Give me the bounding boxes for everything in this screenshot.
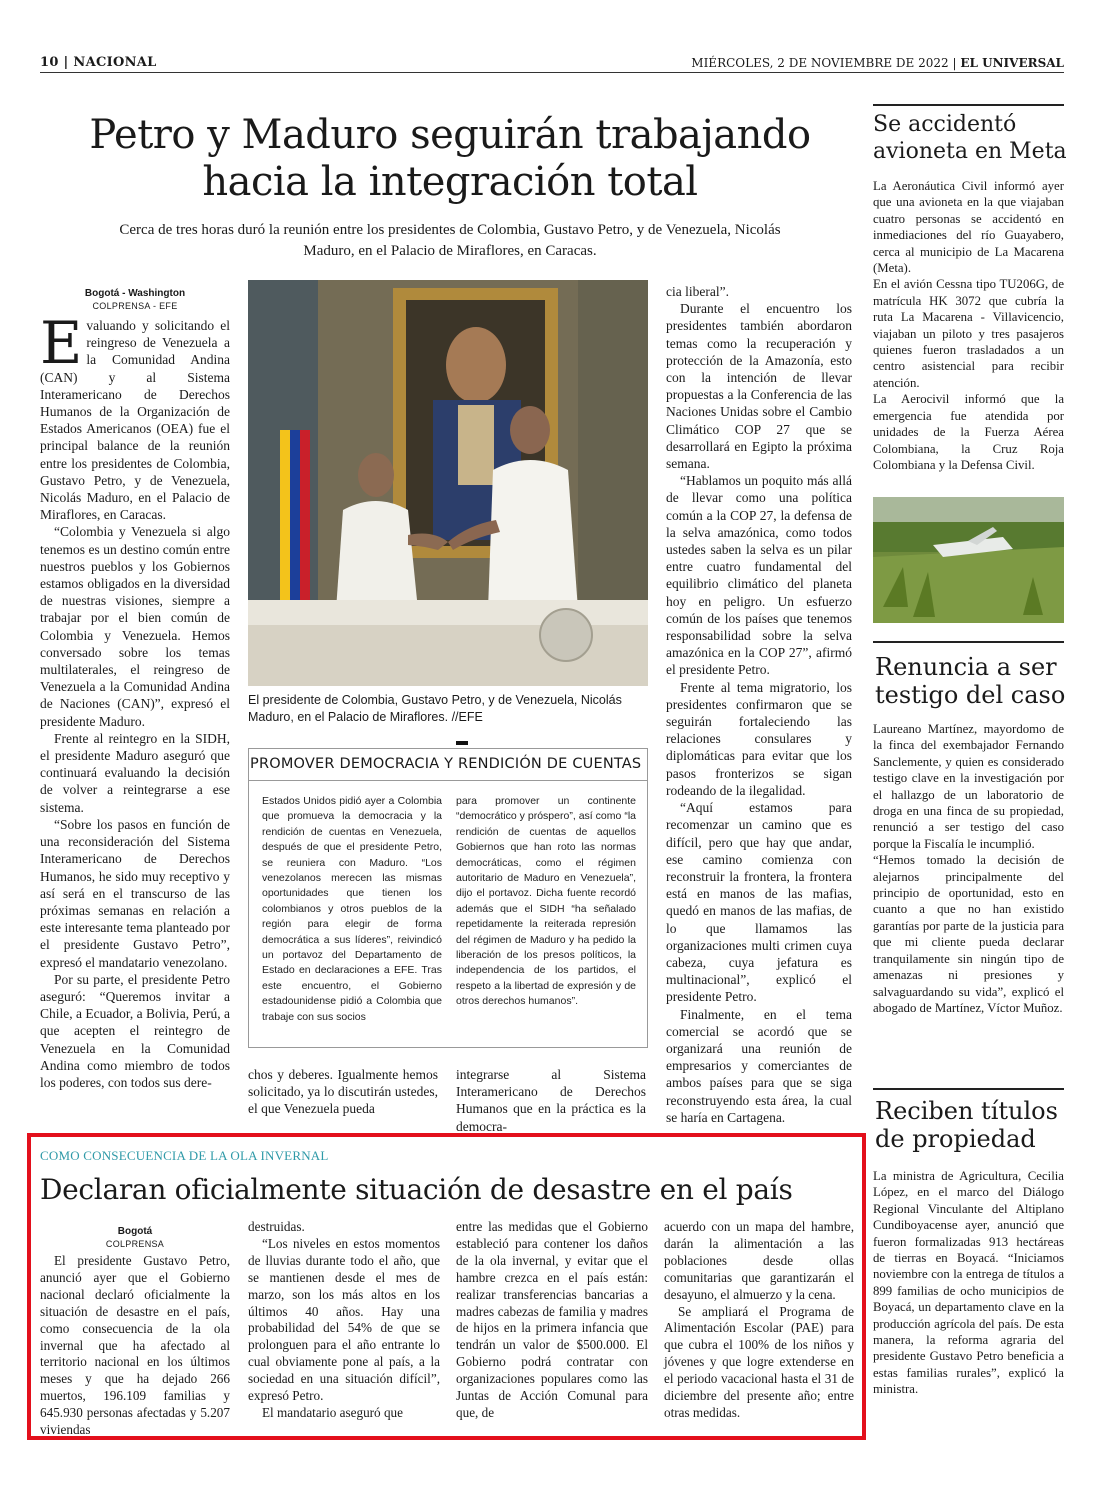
- sidebar-headline-1: Se accidentó avioneta en Meta: [873, 112, 1067, 164]
- body-paragraph: acuerdo con un mapa del hambre, darán la alimentación a las poblaciones desde ollas comunitarias que garantizarán el desayuno, el almuerzo y la cena.: [664, 1219, 854, 1302]
- body-paragraph: cia liberal”.: [666, 284, 729, 299]
- sidebar-paragraph: La Aerocivil informó que la emergencia fue atendida por unidades de la Fuerza Aérea Colombiana, la Cruz Roja Colombiana y la Defensa Civil.: [873, 392, 1064, 472]
- disaster-column-3: [456, 1219, 648, 1422]
- sidebar-paragraph: Laureano Martínez, mayordomo de la finca del exembajador Fernando Sanclemente, y quien es considerado testigo clave en la investigación por el hallazgo de un laboratorio de droga en una finca de su propiedad, renunció a ser testigo del caso porque la Fiscalía le incumplió.: [873, 722, 1064, 851]
- disaster-column-4: [664, 1219, 854, 1422]
- body-paragraph: Se ampliará el Programa de Alimentación Escolar (PAE) para que cubra el 100% de los niños y jóvenes y que logre extenderse en el periodo vacacional hasta el 31 de diciembre del presente año; entre otras medidas.: [664, 1303, 854, 1420]
- disaster-headline: Declaran oficialmente situación de desastre en el país: [40, 1173, 793, 1206]
- page-number: 10: [40, 55, 59, 70]
- header-divider: [40, 72, 1064, 73]
- main-column-1: [40, 309, 230, 1091]
- byline-agency: COLPRENSA: [105, 1239, 165, 1249]
- sidebar-divider: [873, 104, 1064, 106]
- sidebar-headline-3: Reciben títulos de propiedad: [875, 1097, 1058, 1153]
- byline-place: Bogotá: [117, 1226, 153, 1237]
- page-dateline: MIÉRCOLES, 2 DE NOVIEMBRE DE 2022 | EL UNIVERSAL: [691, 56, 1064, 70]
- body-paragraph: El presidente Gustavo Petro, anunció ayer que el Gobierno nacional declaró oficialmente la situación de desastre en el país, como consecuencia de la ola invernal que ha afectado al territorio nacional en los últimos meses y que ha dejado 266 muertos, 196.109 familias y 645.930 personas afectadas y 5.207 viviendas: [40, 1253, 230, 1438]
- photo-caption: El presidente de Colombia, Gustavo Petro, y de Venezuela, Nicolás Maduro, en el Palacio de Miraflores. //EFE: [248, 693, 622, 724]
- box-divider: [248, 780, 648, 781]
- byline-agency: COLPRENSA - EFE: [92, 301, 178, 311]
- sidebar-divider: [873, 1088, 1064, 1090]
- sidebar-paragraph: En el avión Cessna tipo TU206G, de matrícula HK 3072 que cubría la ruta La Macarena - Villavicencio, viajaban un piloto y tres pasajeros quienes fueron trasladados a un centro asistencial para recibir atención.: [873, 277, 1064, 390]
- main-deck: Cerca de tres horas duró la reunión entre los presidentes de Colombia, Gustavo Petro, y de Venezuela, Nicolás Maduro, en el Palacio de Miraflores, en Caracas.: [119, 222, 781, 259]
- plane-crash-photo: [873, 497, 1064, 623]
- body-paragraph: Por su parte, el presidente Petro aseguró: “Queremos invitar a Chile, a Ecuador, a Bolivia, Perú, a que acepten el reintegro de Venezuela en la Comunidad Andina como miembro de todos los poderes, con todos sus dere-: [40, 971, 230, 1090]
- box-title: PROMOVER DEMOCRACIA Y RENDICIÓN DE CUENTAS: [250, 756, 642, 772]
- body-paragraph: Frente al tema migratorio, los presidentes confirmaron que se seguirán fortaleciendo las relaciones consulares y diplomáticas para evitar que los pasos fronterizos se sigan rodeando de la ilegalidad.: [666, 679, 852, 798]
- disaster-column-1: [40, 1253, 230, 1439]
- body-paragraph: entre las medidas que el Gobierno estableció para contener los daños de la ola invernal, y evitar que el hambre crezca en el país están: realizar transferencias bancarias a madres cabezas de familia y madres de hijos en la primera infancia que tendrán un valor de $500.000. El Gobierno podrá contratar con organizaciones populares como las Juntas de Acción Comunal para que, de: [456, 1219, 648, 1420]
- story-kicker: COMO CONSECUENCIA DE LA OLA INVERNAL: [40, 1148, 329, 1163]
- body-paragraph: destruidas.: [248, 1219, 305, 1234]
- sidebar-divider: [873, 641, 1064, 643]
- body-paragraph: “Sobre los pasos en función de una reconsideración del Sistema Interamericano de Derechos Humanos, he sido muy receptivo y así será en el transcurso de las próximas semanas en relación a este interesante tema planteado por el presidente Gustavo Petro”, expresó el mandatario venezolano.: [40, 816, 230, 970]
- disaster-column-2: [248, 1219, 440, 1422]
- box-column-1: Estados Unidos pidió ayer a Colombia que promueva la democracia y la rendición de cuentas en Venezuela, después de que el presidente Petro, se reuniera con Maduro. “Los venezolanos merecen las mismas oportunidades que tienen los colombianos y otros pueblos de la región para elegir de forma democrática a sus líderes”, reivindicó un portavoz del Departamento de Estado en declaraciones a EFE. Tras este encuentro, el Gobierno estadounidense pidió a Colombia que trabaje con sus socios: [262, 795, 442, 1023]
- sidebar-story-1: [873, 178, 1064, 473]
- main-column-3-continuation: integrarse al Sistema Interamericano de Derechos Humanos que en la práctica es la democra-: [456, 1067, 646, 1134]
- body-paragraph: “Colombia y Venezuela si algo tenemos es un destino común entre nuestros pueblos y los Gobiernos estamos obligados en la diversidad de nuestras visiones, siempre a trabajar por el bien común de Colombia y Venezuela. Hemos conversado sobre los temas multilaterales, el reingreso de Venezuela a la Comunidad Andina de Naciones (CAN)”, expresó el presidente Maduro.: [40, 524, 230, 729]
- main-column-4: [666, 283, 852, 1126]
- sidebar-story-3: [873, 1168, 1064, 1398]
- sidebar-paragraph: “Hemos tomado la decisión de alejarnos principalmente del principio de oportunidad, esto en cuanto a que no han existido garantías por parte de la justicia para que mi cliente pueda declarar tranquilamente sin ningún tipo de amenazas ni presiones y salvaguardando su vida”, explicó el abogado de Martínez, Víctor Muñoz.: [873, 853, 1064, 1015]
- lead-paragraph: [40, 309, 230, 523]
- sidebar-paragraph: La Aeronáutica Civil informó ayer que una avioneta en la que viajaban cuatro personas se accidentó en inmediaciones del río Guayabero, cerca al municipio de La Macarena (Meta).: [873, 179, 1064, 276]
- sidebar-story-2: [873, 721, 1064, 1016]
- body-paragraph: Frente al reintegro en la SIDH, el presidente Maduro aseguró que continuará evaluando la decisión de volver a reintegrarse a ese sistema.: [40, 730, 230, 815]
- body-paragraph: “Los niveles en estos momentos de lluvias durante todo el año, que se mantienen desde el mes de marzo, son los más altos en los últimos 40 años. Hay una probabilidad del 54% de que se prolonguen para el año entrante lo cual obviamente pone al país, a la sociedad en una situación difícil”, expresó Petro.: [248, 1235, 440, 1404]
- sidebar-paragraph: La ministra de Agricultura, Cecilia López, en el marco del Diálogo Regional Vinculante del Altiplano Cundiboyacense ayer, anunció que fueron formalizadas 913 hectáreas de tierras en Boyacá. “Iniciamos noviembre con la entrega de títulos a 899 familias de ocho municipios de Boyacá, un departamento clave en la producción agrícola del país. De esta manera, la reforma agraria del presidente Gustavo Petro beneficia a estas familias rurales”, explicó la ministra.: [873, 1169, 1064, 1397]
- page-section-label: 10 | NACIONAL: [40, 55, 157, 70]
- box-marker: [456, 741, 468, 745]
- body-paragraph: “Aquí estamos para recomenzar un camino que es difícil, pero que hay que andar, ese camino comienza con reconstruir la frontera, la frontera está en manos de las mafias, quedó en manos de las mafias, de lo que llamamos las organizaciones multi crimen cuya cabeza, cuya jefatura es multinacional”, explicó el presidente Petro.: [666, 800, 852, 1005]
- lead-text: valuando y solicitando el reingreso de Venezuela a la Comunidad Andina (CAN) y al Sistema Interamericano de Derechos Humanos de la Organización de Estados Americanos (OEA) fue el principal balance de la reunión entre los presidentes de Colombia, Gustavo Petro, y de Venezuela, Nicolás Maduro, en el Palacio de Miraflores, en Caracas.: [40, 318, 230, 523]
- section-name: NACIONAL: [73, 55, 157, 70]
- body-paragraph: Durante el encuentro los presidentes también abordaron temas como la recuperación y protección de la Amazonía, esto con la intención de llevar propuestas a la Conferencia de las Naciones Unidas sobre el Cambio Climático COP 27 que se desarrollará en Egipto la próxima semana.: [666, 301, 852, 472]
- photo-illustration: [873, 497, 1064, 623]
- disaster-byline: [40, 1225, 230, 1250]
- body-paragraph: El mandatario aseguró que: [262, 1404, 403, 1420]
- drop-cap: E: [40, 309, 83, 377]
- body-paragraph: “Hablamos un poquito más allá de llevar como una política común a la COP 27, la defensa de la selva amazónica, como todos ustedes saben la selva es un pilar entre cuatro fundamental del equilibrio climático del planeta hoy en peligro. Un esfuerzo común de los países que tenemos responsabilidad sobre la selva amazónica en la COP 27”, afirmó el presidente Petro.: [666, 473, 852, 678]
- sidebar-headline-2: Renuncia a ser testigo del caso: [875, 653, 1066, 709]
- body-paragraph: Finalmente, en el tema comercial se acordó que se organizará una reunión de empresarios y comerciantes de ambos países para que se siga reconstruyendo esta área, la cual se haría en Cartagena.: [666, 1006, 852, 1125]
- byline-place: Bogotá - Washington: [84, 288, 186, 299]
- photo-illustration: [248, 280, 648, 686]
- issue-date: MIÉRCOLES, 2 DE NOVIEMBRE DE 2022: [691, 56, 949, 70]
- main-column-2-continuation: chos y deberes. Igualmente hemos solicitado, ya lo discutirán ustedes, el que Venezuela pueda: [248, 1067, 438, 1117]
- newspaper-name: EL UNIVERSAL: [960, 56, 1064, 70]
- box-column-2: para promover un continente “democrático y próspero”, así como “la rendición de cuentas de aquellos Gobiernos que han roto las normas democráticas, como el régimen autoritario de Maduro en Venezuela”, dijo el portavoz. Dicha fuente recordó además que el SIDH “ha señalado repetidamente la reiterada represión del régimen de Maduro y ha pedido la liberación de los presos políticos, la independencia de los partidos, el respeto a la libertad de expresión y de otros derechos humanos”.: [456, 795, 636, 1008]
- main-headline: Petro y Maduro seguirán trabajando hacia la integración total: [89, 112, 811, 205]
- news-photo-petro-maduro: [248, 280, 648, 686]
